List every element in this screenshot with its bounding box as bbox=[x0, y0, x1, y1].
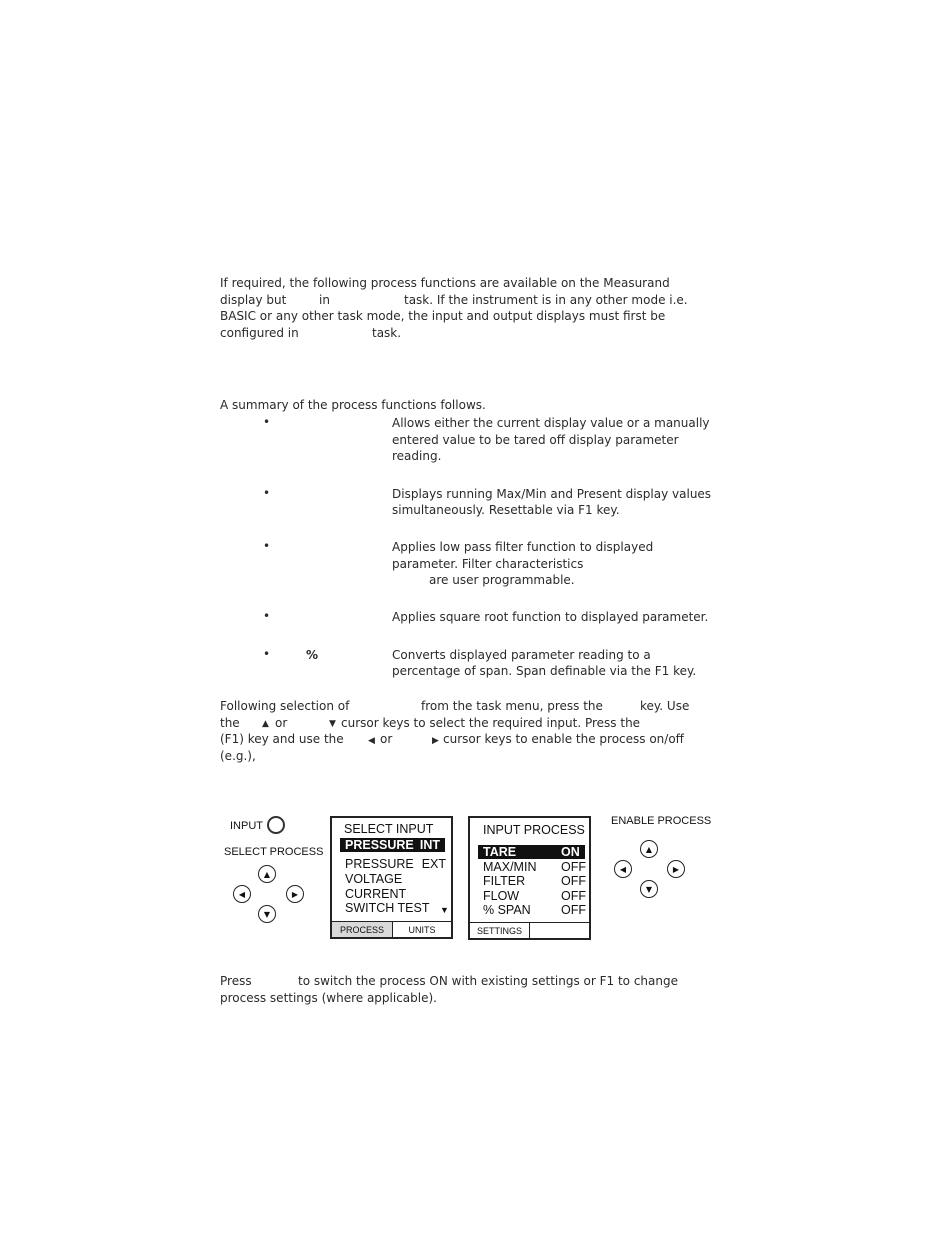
bullet: • bbox=[263, 609, 271, 623]
closing-line-2: process settings (where applicable). bbox=[220, 991, 437, 1005]
row-current[interactable]: CURRENT bbox=[345, 887, 407, 901]
key-right-icon[interactable]: ▶ bbox=[667, 860, 685, 878]
intro-line-4b: task. bbox=[372, 326, 402, 340]
intro-line-2c: task. If the instrument is in any other mode i.e. bbox=[404, 293, 688, 307]
row-switch-test[interactable]: SWITCH TEST bbox=[345, 901, 430, 915]
softkey-bar bbox=[332, 921, 451, 937]
instr-line-2c: cursor keys to select the required input. Press the bbox=[341, 716, 641, 730]
function-desc-line: Allows either the current display value or a manually bbox=[392, 416, 710, 430]
process-row-flow[interactable] bbox=[483, 889, 586, 903]
row-value: INT bbox=[419, 838, 440, 852]
highlighted-row[interactable] bbox=[340, 838, 445, 852]
softkey-units[interactable]: UNITS bbox=[408, 924, 436, 935]
select-process-label: SELECT PROCESS bbox=[224, 846, 324, 858]
down-arrow-icon: ▼ bbox=[329, 719, 336, 729]
input-label: INPUT bbox=[230, 820, 263, 832]
screen-title: INPUT PROCESS bbox=[483, 823, 585, 837]
key-left-icon[interactable]: ◀ bbox=[614, 860, 632, 878]
key-down-icon[interactable]: ▼ bbox=[258, 905, 276, 923]
process-state: OFF bbox=[561, 903, 586, 917]
function-desc-line: simultaneously. Resettable via F1 key. bbox=[392, 503, 620, 517]
closing-line-1b: to switch the process ON with existing settings or F1 to change bbox=[298, 974, 678, 988]
key-right-icon[interactable]: ▶ bbox=[286, 885, 304, 903]
instr-line-3c: cursor keys to enable the process on/off bbox=[443, 732, 684, 746]
function-desc-line: Displays running Max/Min and Present display values bbox=[392, 487, 712, 501]
row-label: PRESSURE bbox=[345, 857, 414, 871]
process-row-filter[interactable] bbox=[483, 874, 586, 888]
process-state: ON bbox=[561, 845, 580, 859]
right-arrow-icon: ▶ bbox=[432, 736, 439, 746]
key-left-icon[interactable]: ◀ bbox=[233, 885, 251, 903]
softkey-bar bbox=[470, 922, 589, 938]
intro-line-1: If required, the following process functions are available on the Measurand bbox=[220, 276, 670, 290]
enable-process-label: ENABLE PROCESS bbox=[611, 815, 712, 827]
process-name: % SPAN bbox=[483, 903, 531, 917]
instr-line-1c: key. Use bbox=[640, 699, 690, 713]
instr-line-4: (e.g.), bbox=[220, 749, 256, 763]
input-process-screen bbox=[468, 816, 591, 940]
bullet: • bbox=[263, 539, 271, 553]
function-name-percent: % bbox=[306, 648, 319, 662]
process-name: FLOW bbox=[483, 889, 520, 903]
key-up-icon[interactable]: ▲ bbox=[258, 865, 276, 883]
softkey-blank[interactable] bbox=[530, 923, 589, 938]
softkey-process[interactable]: PROCESS bbox=[332, 922, 393, 937]
function-desc-line: entered value to be tared off display parameter bbox=[392, 433, 679, 447]
instr-line-2a: the bbox=[220, 716, 240, 730]
bullet: • bbox=[263, 415, 271, 429]
process-row-maxmin[interactable] bbox=[483, 860, 586, 874]
intro-line-3: BASIC or any other task mode, the input and output displays must first be bbox=[220, 309, 666, 323]
row-voltage[interactable]: VOLTAGE bbox=[345, 872, 403, 886]
row-pressure-ext[interactable] bbox=[345, 857, 446, 871]
function-desc-line: percentage of span. Span definable via the F1 key. bbox=[392, 664, 697, 678]
up-arrow-icon: ▲ bbox=[262, 719, 269, 729]
instr-line-3b: or bbox=[380, 732, 393, 746]
row-label: PRESSURE bbox=[345, 838, 414, 852]
process-state: OFF bbox=[561, 889, 586, 903]
function-desc-line: Converts displayed parameter reading to a bbox=[392, 648, 651, 662]
instr-line-1a: Following selection of bbox=[220, 699, 350, 713]
bullet: • bbox=[263, 486, 271, 500]
process-row-tare[interactable] bbox=[478, 845, 585, 859]
screen-title: SELECT INPUT bbox=[344, 822, 434, 836]
process-name: FILTER bbox=[483, 874, 526, 888]
instr-line-2b: or bbox=[275, 716, 288, 730]
intro-line-2b: in bbox=[319, 293, 330, 307]
input-key-icon[interactable] bbox=[267, 816, 285, 834]
closing-line-1a: Press bbox=[220, 974, 252, 988]
function-desc-line: are user programmable. bbox=[429, 573, 575, 587]
row-value: EXT bbox=[421, 857, 446, 871]
key-down-icon[interactable]: ▼ bbox=[640, 880, 658, 898]
instr-line-1b: from the task menu, press the bbox=[421, 699, 603, 713]
select-input-screen bbox=[330, 816, 453, 939]
left-arrow-icon: ◀ bbox=[368, 736, 375, 746]
process-name: TARE bbox=[483, 845, 517, 859]
function-desc-line: Applies square root function to displayed parameter. bbox=[392, 610, 709, 624]
function-desc-line: Applies low pass filter function to displayed bbox=[392, 540, 654, 554]
function-desc-line: reading. bbox=[392, 449, 442, 463]
process-name: MAX/MIN bbox=[483, 860, 537, 874]
softkey-settings[interactable]: SETTINGS bbox=[470, 923, 530, 938]
instr-line-3a: (F1) key and use the bbox=[220, 732, 344, 746]
summary-text: A summary of the process functions follows. bbox=[220, 398, 486, 412]
scroll-down-icon: ▼ bbox=[440, 905, 449, 915]
intro-line-2a: display but bbox=[220, 293, 287, 307]
key-up-icon[interactable]: ▲ bbox=[640, 840, 658, 858]
bullet: • bbox=[263, 647, 271, 661]
function-desc-line: parameter. Filter characteristics bbox=[392, 557, 584, 571]
process-row-span[interactable] bbox=[483, 903, 586, 917]
process-state: OFF bbox=[561, 874, 586, 888]
intro-line-4a: configured in bbox=[220, 326, 299, 340]
process-state: OFF bbox=[561, 860, 586, 874]
